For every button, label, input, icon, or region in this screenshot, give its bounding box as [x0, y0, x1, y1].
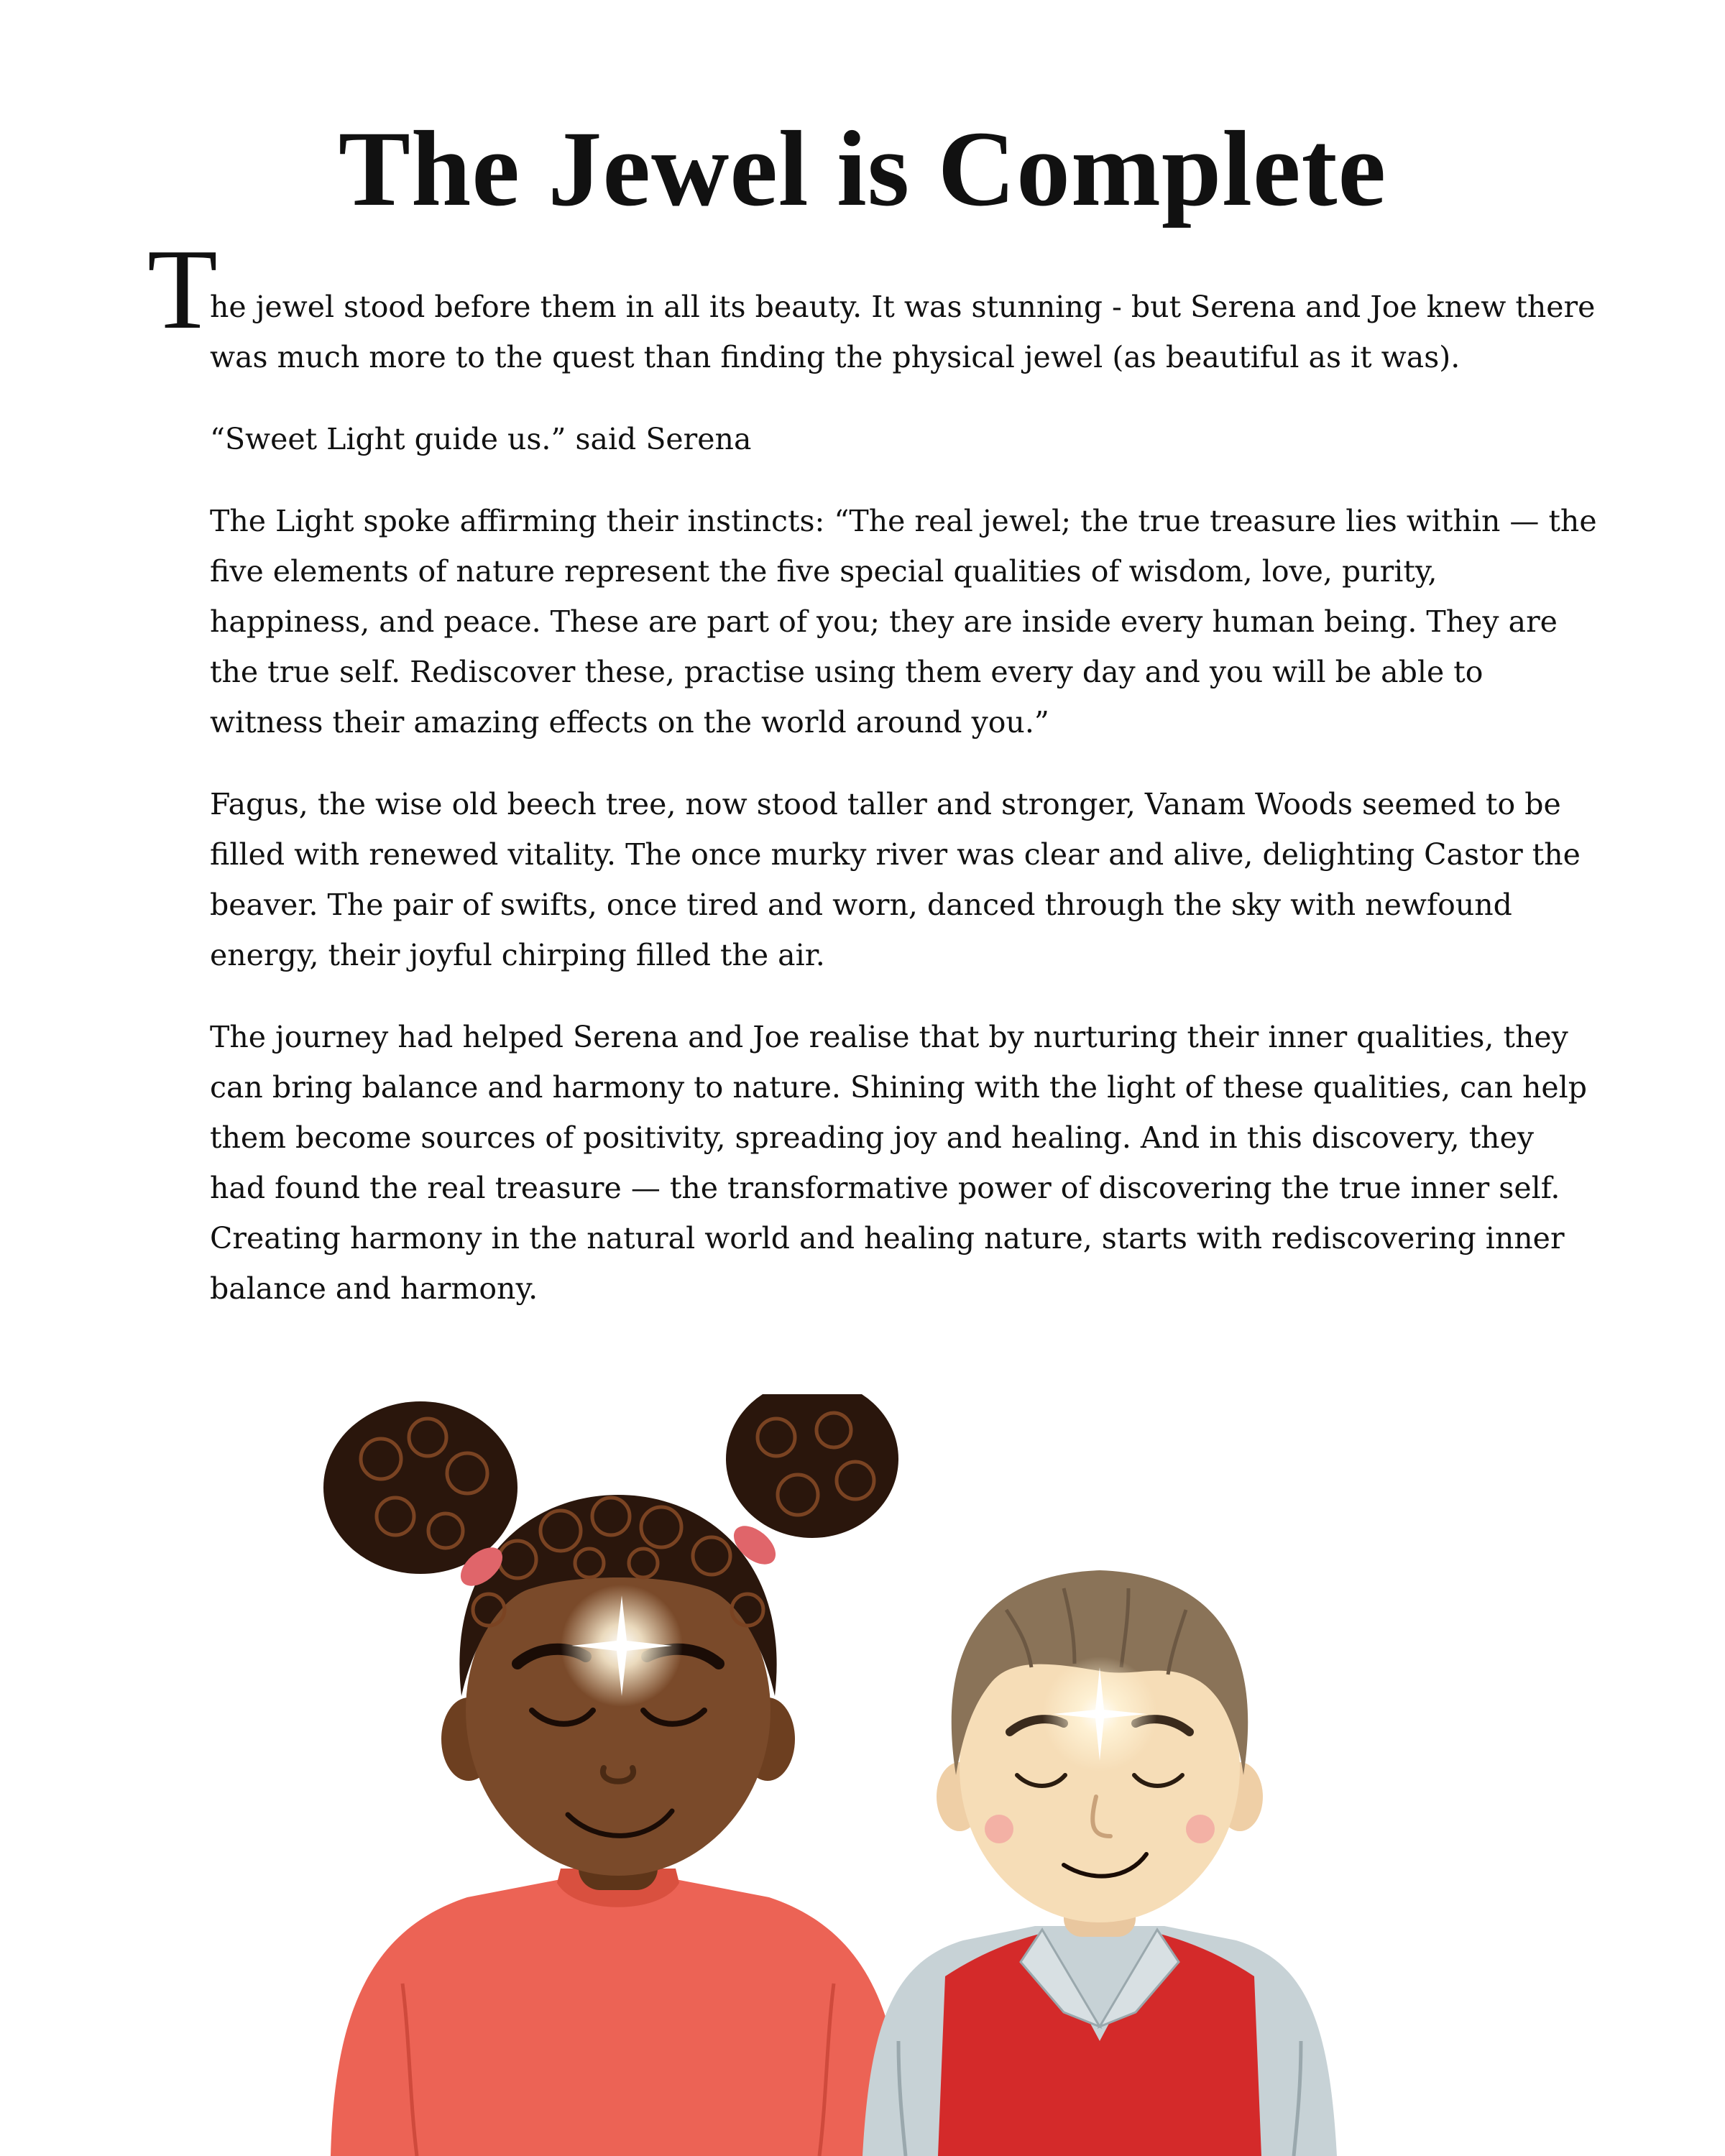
- paragraph-2: “Sweet Light guide us.” said Serena: [210, 422, 752, 456]
- paragraph-4: Fagus, the wise old beech tree, now stood taller and stronger, Vanam Woods seemed to be filled with renewed vitality. The once murky river was clear and alive, delighting Castor the beaver. The pair of swifts, once tired and worn, danced through the sky with newfound energy, their joyful chirping filled the air.: [210, 787, 1581, 972]
- girl-figure: [323, 1394, 906, 2156]
- children-illustration: [302, 1394, 1380, 2156]
- story-text: [210, 282, 1597, 1345]
- drop-cap: T: [147, 225, 218, 353]
- page-title: The Jewel is Complete: [338, 109, 1387, 229]
- paragraph-5: The journey had helped Serena and Joe realise that by nurturing their inner qualities, they can bring balance and harmony to nature. Shining with the light of these qualities, can help them become sources of positivity, spreading joy and healing. And in this discovery, they had found the real treasure — the transformative power of discovering the true inner self. Creating harmony in the natural world and healing nature, starts with rediscovering inner balance and harmony.: [210, 1020, 1588, 1306]
- paragraph-1: he jewel stood before them in all its beauty. It was stunning - but Serena and Joe knew there was much more to the quest than finding the physical jewel (as beautiful as it was).: [210, 290, 1596, 374]
- girl-hair-puff-right: [726, 1394, 898, 1538]
- paragraph-3: The Light spoke affirming their instincts: “The real jewel; the true treasure lies within — the five elements of nature represent the five special qualities of wisdom, love, purity, happiness, and peace. These are part of you; they are inside every human being. They are the true self. Rediscover these, practise using them every day and you will be able to witness their amazing effects on the world around you.”: [210, 504, 1597, 740]
- boy-figure: [862, 1570, 1337, 2156]
- girl-sweater: [331, 1879, 906, 2156]
